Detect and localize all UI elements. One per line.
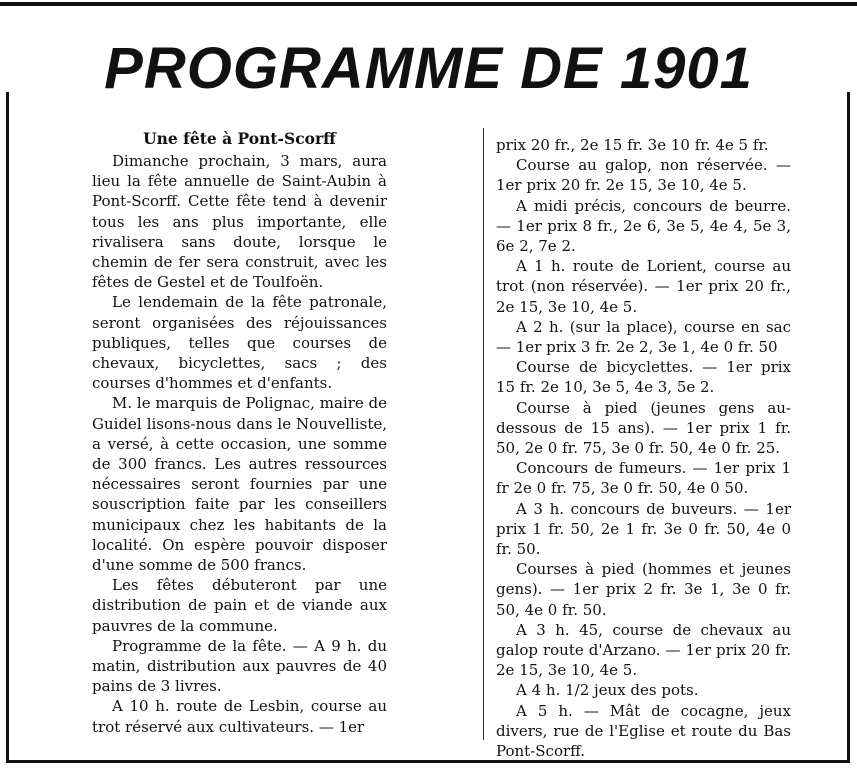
top-rule: [0, 2, 857, 6]
paragraph-course-galop: Course au galop, non réservée. — 1er prix 20 fr. 2e 15, 3e 10, 4e 5.: [496, 156, 791, 195]
page-headline: PROGRAMME DE 1901: [104, 36, 753, 101]
paragraph-course-arzano: A 3 h. 45, course de chevaux au galop route d'Arzano. — 1er prix 20 fr. 2e 15, 3e 10, 4e 5.: [496, 620, 791, 680]
paragraph-intro: Dimanche prochain, 3 mars, aura lieu la fête annuelle de Saint-Aubin à Pont-Scorff. Cette fête tend à devenir tous les ans plus importante, elle rivalisera sans doute, lorsque le chemin de fer sera construit, avec les fêtes de Gestel et de Toulfoën.: [92, 152, 387, 292]
paragraph-programme-9h: Programme de la fête. — A 9 h. du matin, distribution aux pauvres de 40 pains de 3 livres.: [92, 636, 387, 696]
paragraph-concours-fumeurs: Concours de fumeurs. — 1er prix 1 fr 2e 0 fr. 75, 3e 0 fr. 50, 4e 0 50.: [496, 459, 791, 498]
paragraph-programme-10h: A 10 h. route de Lesbin, course au trot réservé aux cultivateurs. — 1er: [92, 697, 387, 736]
column-divider: [483, 128, 484, 740]
paragraph-course-sac: A 2 h. (sur la place), course en sac — 1er prix 3 fr. 2e 2, 3e 1, 4e 0 fr. 50: [496, 317, 791, 357]
paragraph-course-lorient: A 1 h. route de Lorient, course au trot (non réservée). — 1er prix 20 fr., 2e 15, 3e 10, 4e 5.: [496, 257, 791, 316]
left-column: [92, 128, 387, 737]
article-title: Une fête à Pont-Scorff: [143, 129, 336, 148]
paragraph-course-pied-jeunes: Course à pied (jeunes gens au-dessous de 15 ans). — 1er prix 1 fr. 50, 2e 0 fr. 75, 3e 0 fr. 50, 4e 0 fr. 25.: [496, 398, 791, 458]
paragraph-festivities: Le lendemain de la fête patronale, seront organisées des réjouissances publiques, telles que courses de chevaux, bicyclettes, sacs ; des courses d'hommes et d'enfants.: [92, 293, 387, 393]
paragraph-prizes-trot: prix 20 fr., 2e 15 fr. 3e 10 fr. 4e 5 fr.: [496, 136, 769, 154]
paragraph-concours-buveurs: A 3 h. concours de buveurs. — 1er prix 1 fr. 50, 2e 1 fr. 3e 0 fr. 50, 4e 0 fr. 50.: [496, 499, 791, 559]
paragraph-course-bicyclettes: Course de bicyclettes. — 1er prix 15 fr. 2e 10, 3e 5, 4e 3, 5e 2.: [496, 358, 791, 397]
paragraph-jeux-pots: A 4 h. 1/2 jeux des pots.: [516, 681, 699, 700]
right-column: [496, 135, 791, 761]
paragraph-distribution: Les fêtes débuteront par une distribution de pain et de viande aux pauvres de la commune.: [92, 576, 387, 635]
paragraph-funding: M. le marquis de Polignac, maire de Guidel lisons-nous dans le Nouvelliste, a versé, à cette occasion, une somme de 300 francs. Les autres ressources nécessaires seront fournies par une souscription faite par les conseillers municipaux chez les habitants de la localité. On espère pouvoir disposer d'une somme de 500 francs.: [92, 394, 387, 575]
paragraph-mat-cocagne: A 5 h. — Mât de cocagne, jeux divers, rue de l'Eglise et route du Bas Pont-Scorff.: [496, 701, 791, 761]
paragraph-courses-pied-hommes: Courses à pied (hommes et jeunes gens). — 1er prix 2 fr. 3e 1, 3e 0 fr. 50, 4e 0 fr. 50.: [496, 560, 791, 619]
paragraph-concours-beurre: A midi précis, concours de beurre. — 1er prix 8 fr., 2e 6, 3e 5, 4e 4, 5e 3, 6e 2, 7e 2.: [496, 196, 791, 256]
